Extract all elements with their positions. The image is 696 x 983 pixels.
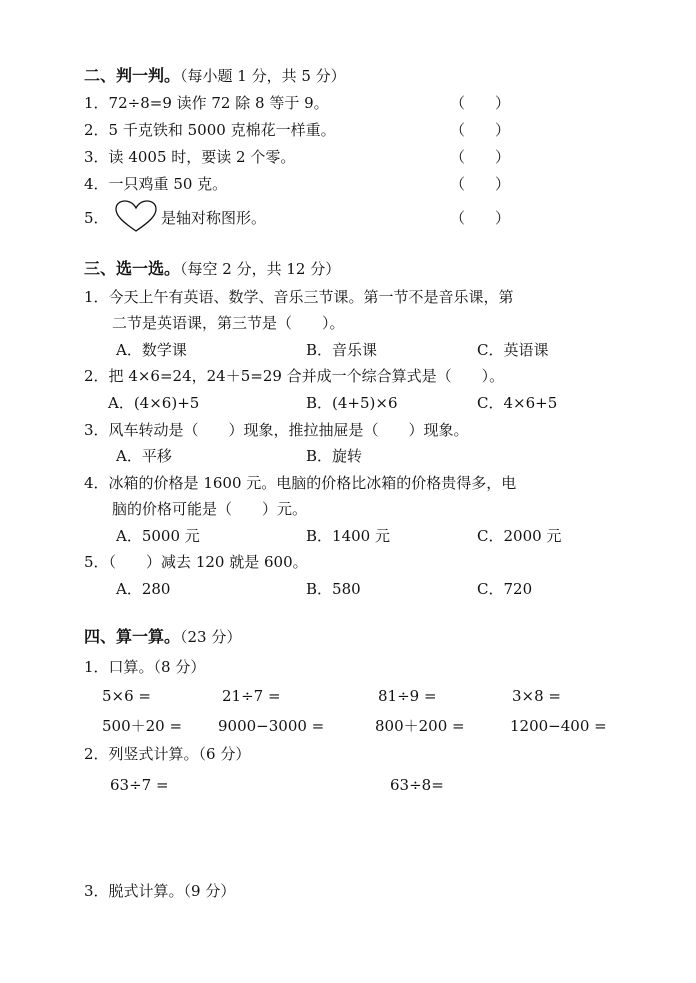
choice-q1-line2: 二节是英语课，第三节是（ ）。	[112, 314, 345, 332]
option-c[interactable]: C．英语课	[477, 341, 549, 359]
choice-q5-line1	[84, 552, 308, 572]
vertical-calc-label: 2．列竖式计算。（6 分）	[84, 745, 251, 763]
mental-math-problem: 9000−3000 =	[218, 717, 325, 735]
judge-item-5-text: 是轴对称图形。	[161, 209, 267, 227]
judge-item-5-number: 5．	[84, 209, 109, 227]
option-c[interactable]: C．2000 元	[477, 527, 562, 545]
answer-blank[interactable]: （ ）	[450, 121, 511, 139]
item-text: 72÷8=9 读作 72 除 8 等于 9。	[108, 94, 329, 112]
option-c[interactable]: C．4×6+5	[477, 394, 558, 412]
option-a[interactable]: A．5000 元	[116, 527, 200, 545]
option-b[interactable]: B．1400 元	[306, 527, 390, 545]
section-3-note: （每空 2 分，共 12 分）	[180, 260, 341, 278]
vertical-calc-problem: 63÷8=	[390, 776, 444, 794]
answer-blank[interactable]: （ ）	[450, 175, 511, 193]
item-number: 1．	[84, 288, 109, 306]
answer-blank[interactable]: （ ）	[450, 94, 511, 112]
section-2-note: （每小题 1 分，共 5 分）	[180, 67, 346, 85]
option-b[interactable]: B．580	[306, 580, 361, 598]
item-number: 4．	[84, 175, 109, 193]
judge-item-2	[84, 120, 336, 140]
mental-math-problem: 5×6 =	[102, 687, 151, 705]
item-number: 4．	[84, 474, 109, 492]
mental-math-problem: 1200−400 =	[510, 717, 607, 735]
stepwise-calc-label: 3．脱式计算。（9 分）	[84, 882, 236, 900]
item-number: 1．	[84, 94, 109, 112]
mental-math-problem: 800＋200 =	[375, 717, 465, 735]
item-number: 2．	[84, 367, 109, 385]
mental-math-problem: 3×8 =	[512, 687, 561, 705]
section-2-title: 二、判一判。	[84, 66, 181, 85]
section-2-heading	[84, 66, 346, 86]
item-text: 风车转动是（ ）现象，推拉抽屉是（ ）现象。	[108, 421, 469, 439]
answer-blank[interactable]: （ ）	[450, 209, 511, 227]
option-a[interactable]: A．数学课	[116, 341, 187, 359]
option-a[interactable]: A．(4×6)+5	[108, 394, 200, 412]
choice-q1-line1	[84, 287, 514, 307]
item-text: 读 4005 时，要读 2 个零。	[108, 148, 296, 166]
option-b[interactable]: B．旋转	[306, 447, 363, 465]
option-a[interactable]: A．280	[116, 580, 171, 598]
item-text: （ ）减去 120 就是 600。	[108, 553, 308, 571]
section-3-heading	[84, 259, 340, 279]
choice-q2-line1	[84, 366, 504, 386]
section-3-title: 三、选一选。	[84, 259, 181, 278]
option-c[interactable]: C．720	[477, 580, 533, 598]
section-4-heading	[84, 627, 241, 647]
choice-q3-line1	[84, 420, 469, 440]
item-number: 5．	[84, 553, 109, 571]
answer-blank[interactable]: （ ）	[450, 148, 511, 166]
option-a[interactable]: A．平移	[116, 447, 172, 465]
judge-item-4	[84, 174, 227, 194]
judge-item-3	[84, 147, 295, 167]
item-text: 冰箱的价格是 1600 元。电脑的价格比冰箱的价格贵得多，电	[108, 474, 517, 492]
item-number: 3．	[84, 421, 109, 439]
choice-q4-line1	[84, 473, 516, 493]
judge-item-1	[84, 93, 329, 113]
item-number: 3．	[84, 148, 109, 166]
item-text: 5 千克铁和 5000 克棉花一样重。	[108, 121, 336, 139]
mental-math-problem: 81÷9 =	[378, 687, 437, 705]
mental-math-label: 1．口算。（8 分）	[84, 658, 206, 676]
heart-icon	[113, 199, 159, 233]
option-b[interactable]: B．(4+5)×6	[306, 394, 398, 412]
item-number: 2．	[84, 121, 109, 139]
item-text: 一只鸡重 50 克。	[108, 175, 228, 193]
item-text: 今天上午有英语、数学、音乐三节课。第一节不是音乐课，第	[108, 288, 514, 306]
section-4-note: （23 分）	[180, 628, 242, 646]
choice-q4-line2: 脑的价格可能是（ ）元。	[112, 500, 308, 518]
section-4-title: 四、算一算。	[84, 627, 181, 646]
vertical-calc-problem: 63÷7 =	[110, 776, 169, 794]
option-b[interactable]: B．音乐课	[306, 341, 378, 359]
mental-math-problem: 500＋20 =	[102, 717, 183, 735]
mental-math-problem: 21÷7 =	[222, 687, 281, 705]
item-text: 把 4×6=24，24＋5=29 合并成一个综合算式是（ ）。	[108, 367, 505, 385]
